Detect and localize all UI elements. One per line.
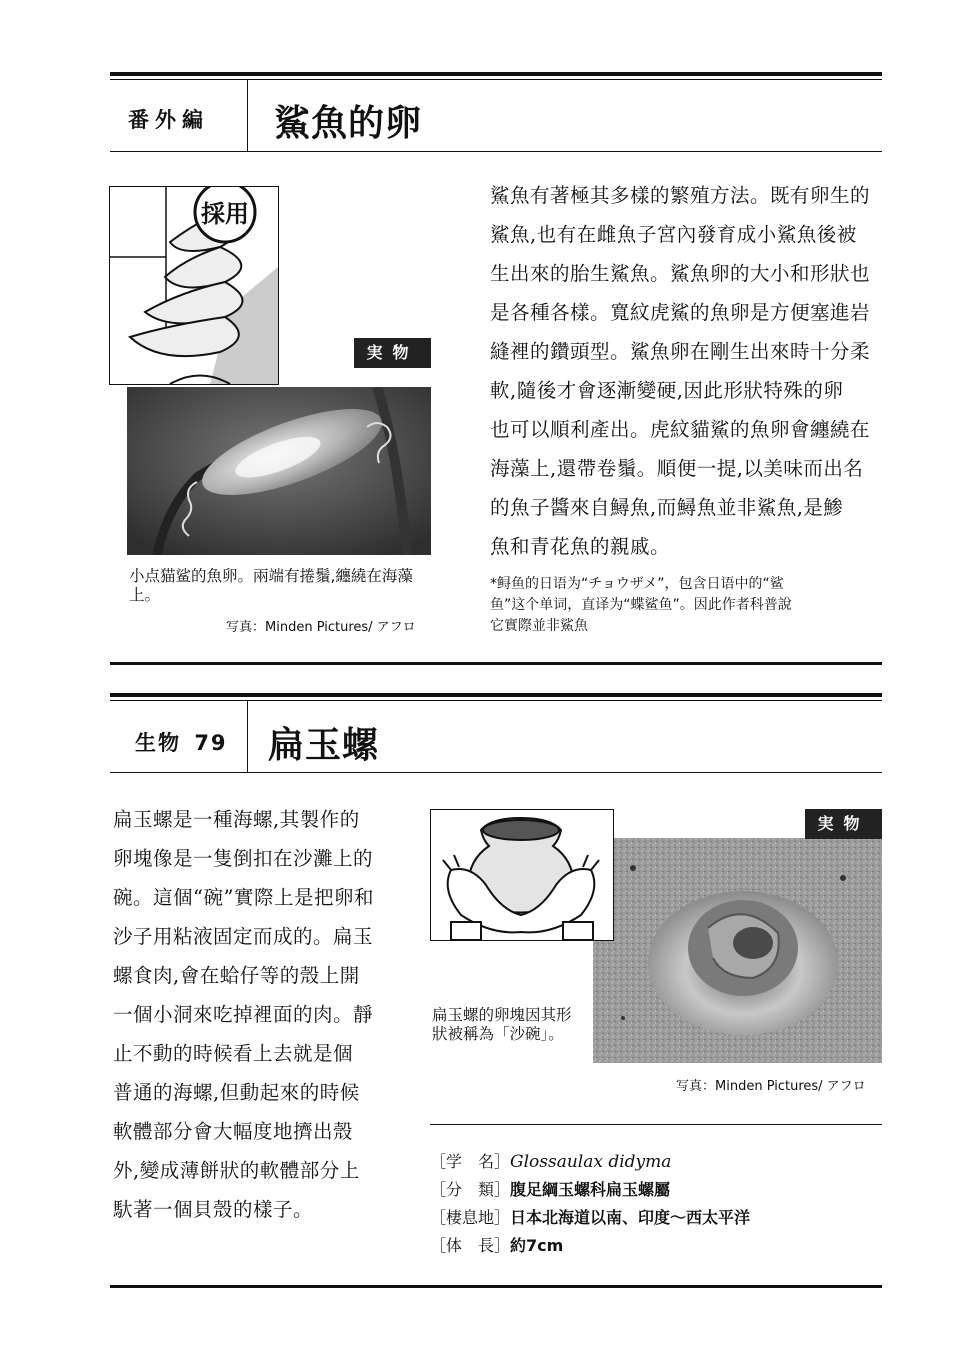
fact-value: 日本北海道以南、印度～西太平洋: [510, 1208, 751, 1227]
sand-collar-photo-image: [593, 838, 882, 1063]
section1-header-divider: [247, 80, 248, 152]
section2-body-line: 止不動的時候看上去就是個: [113, 1042, 354, 1065]
section1-body-line: 軟,隨後才會逐漸變硬,因此形狀特殊的卵: [490, 379, 844, 402]
section1-bottom-rule: [110, 662, 882, 665]
fact-key: ［棲息地］: [430, 1208, 511, 1227]
fact-value: Glossaulax didyma: [510, 1152, 672, 1172]
species-facts: [430, 1148, 750, 1260]
section1-body-line: 生出來的胎生鯊魚。鯊魚卵的大小和形狀也: [490, 262, 871, 285]
section1-body-line: 海藻上,還帶卷鬚。順便一提,以美味而出名: [490, 457, 864, 480]
section2-body-line: 一個小洞來吃掉裡面的肉。靜: [113, 1003, 374, 1026]
section2-body-line: 馱著一個貝殼的樣子。: [113, 1198, 314, 1221]
section1-caption: 小点猫鲨的魚卵。兩端有捲鬚,纏繞在海藻上。: [129, 567, 413, 604]
shark-egg-photo: [127, 387, 431, 555]
section1-credit: 写真：Minden Pictures/ アフロ: [226, 620, 416, 635]
fact-key: ［学 名］: [430, 1152, 511, 1171]
section1-tag: 番外編: [128, 108, 209, 132]
section1-footnote: [490, 574, 885, 637]
section2-credit: 写真：Minden Pictures/ アフロ: [676, 1079, 866, 1094]
footnote-line: 鱼”这个单词，直译为“蝶鲨鱼”。因此作者科普說: [490, 597, 792, 613]
section2-bottom-rule: [110, 1285, 882, 1288]
shark-egg-photo-image: [127, 387, 431, 555]
section2-body: [113, 800, 413, 1229]
fact-key: ［体 長］: [430, 1236, 511, 1255]
section1-header-bottom-rule: [110, 151, 882, 152]
footnote-line: 它實際並非鯊魚: [490, 618, 588, 634]
hands-holding-bowl-drawing: [431, 810, 613, 940]
section1-body: [490, 176, 885, 566]
section2-tag: [135, 727, 228, 757]
section2-body-line: 卵塊像是一隻倒扣在沙灘上的: [113, 847, 374, 870]
section1-title: 鯊魚的卵: [274, 103, 423, 144]
section2-body-line: 碗。這個“碗”實際上是把卵和: [113, 886, 374, 909]
shark-egg-drawing: [110, 187, 278, 384]
section2-body-line: 軟體部分會大幅度地擠出殼: [113, 1120, 354, 1143]
section2-top-rule-thin: [110, 700, 882, 701]
section1-body-line: 是各種各樣。寬紋虎鯊的魚卵是方便塞進岩: [490, 301, 871, 324]
section1-body-line: 鯊魚,也有在雌魚子宮內發育成小鯊魚後被: [490, 223, 857, 246]
section2-body-line: 螺食肉,會在蛤仔等的殼上開: [113, 964, 360, 987]
section2-body-line: 扁玉螺是一種海螺,其製作的: [113, 808, 360, 831]
section2-body-line: 外,變成薄餅狀的軟體部分上: [113, 1159, 360, 1182]
section2-photo-badge: 実物: [805, 809, 882, 839]
footnote-line: *鲟鱼的日语为“チョウザメ”，包含日语中的“鲨: [490, 576, 784, 592]
fact-row-habitat: [430, 1204, 750, 1232]
fact-value: 腹足綱玉螺科扁玉螺屬: [510, 1180, 671, 1199]
section1-body-line: 的魚子醬來自鱘魚,而鱘魚並非鯊魚,是鯵: [490, 496, 844, 519]
section2-body-line: 沙子用粘液固定而成的。扁玉: [113, 925, 374, 948]
stamp-text: 採用: [201, 200, 249, 228]
section1-photo-badge: 実物: [354, 338, 431, 368]
section1-body-line: 魚和青花魚的親戚。: [490, 535, 671, 558]
section2-header-divider: [247, 701, 248, 773]
section2-header-bottom-rule: [110, 772, 882, 773]
fact-key: ［分 類］: [430, 1180, 511, 1199]
section2-title: 扁玉螺: [268, 725, 380, 766]
section2-number: 79: [194, 731, 228, 755]
fact-row-scientific-name: [430, 1148, 750, 1176]
fact-row-body-length: [430, 1232, 750, 1260]
facts-top-rule: [430, 1124, 882, 1125]
section1-top-rule: [110, 72, 882, 76]
section2-body-line: 普通的海螺,但動起來的時候: [113, 1081, 360, 1104]
section2-top-rule: [110, 693, 882, 697]
section1-body-line: 也可以順利產出。虎紋貓鯊的魚卵會纏繞在: [490, 418, 871, 441]
section1-body-line: 鯊魚有著極其多樣的繁殖方法。既有卵生的: [490, 184, 871, 207]
section2-tag-label: 生物: [135, 731, 181, 755]
fact-value: 約7cm: [510, 1236, 564, 1255]
shark-egg-illustration: [109, 186, 279, 385]
fact-row-classification: [430, 1176, 750, 1204]
section1-body-line: 縫裡的鑽頭型。鯊魚卵在剛生出來時十分柔: [490, 340, 871, 363]
sand-bowl-illustration: [430, 809, 614, 941]
sand-collar-photo: [593, 838, 882, 1063]
section1-top-rule-thin: [110, 79, 882, 80]
section2-caption: 扁玉螺的卵塊因其形狀被稱為「沙碗」。: [432, 1006, 572, 1043]
